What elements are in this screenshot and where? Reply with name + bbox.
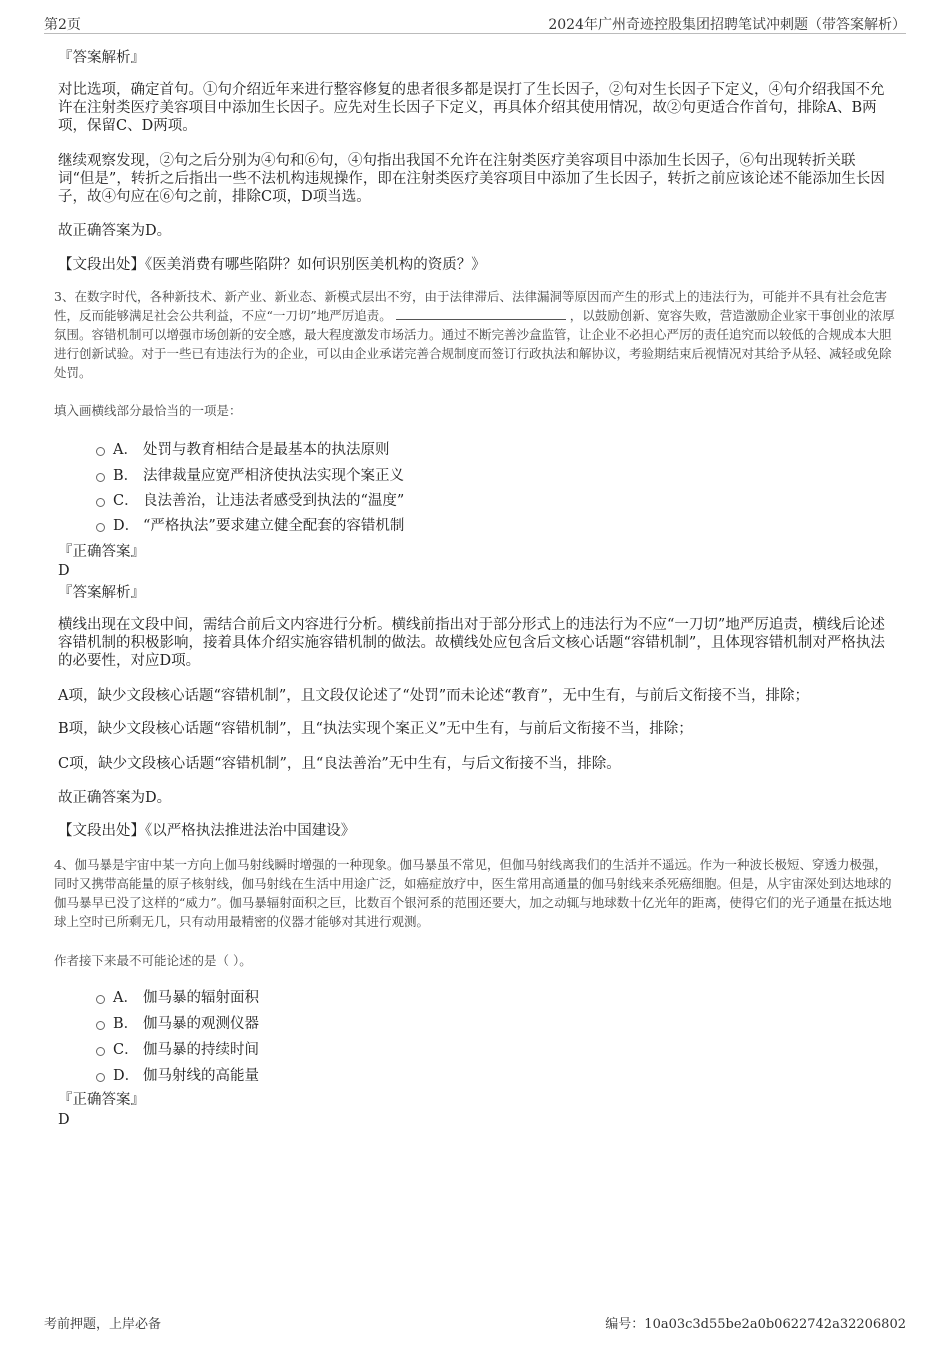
q3-analysis-c: C项，缺少文段核心话题“容错机制”，且“良法善治”无中生有，与后文衔接不当，排除。 (58, 756, 621, 772)
q2-analysis-para2: 继续观察发现，②句之后分别为④句和⑥句，④句指出我国不允许在注射类医疗美容项目中添加生长因子，⑥句出现转折关联词“但是”，转折之后指出一些不法机构违规操作，即在注射类医疗美容项目中添加了生长因子，转折之前应该论述不能添加生长因子，故④句应在⑥句之前，排除C项，D项当选。 (58, 153, 885, 205)
radio-icon[interactable] (96, 473, 105, 482)
q4-option-b[interactable]: B． 伽马暴的观测仪器 (96, 1012, 259, 1033)
q3-source: 【文段出处】《以严格执法推进法治中国建设》 (58, 823, 356, 839)
radio-icon[interactable] (96, 1073, 105, 1082)
q3-answer: D (58, 563, 70, 579)
radio-icon[interactable] (96, 498, 105, 507)
q4-answer: D (58, 1112, 70, 1128)
document-title: 2024年广州奇迹控股集团招聘笔试冲刺题（带答案解析） (548, 17, 906, 33)
q3-prompt: 填入画横线部分最恰当的一项是： (54, 403, 242, 418)
page-number: 第2页 (44, 17, 81, 33)
radio-icon[interactable] (96, 1021, 105, 1030)
header-divider (44, 33, 906, 34)
footer-doc-id: 编号：10a03c3d55be2a0b0622742a32206802 (605, 1317, 906, 1332)
q3-text-after: ，以鼓励创新、宽容失败，营造激励企业家干事创业的浓厚氛围。容错机制可以增强市场创新的安全感，最大程度激发市场活力。通过不断完善沙盒监管，让企业不必担心严厉的责任追究而以较低的合规成本大胆进行创新试验。对于一些已有违法行为的企业，可以由企业承诺完善合规制度而签订行政执法和解协议，考验期结束后视情况对其给予从轻、减轻或免除处罚。 (54, 308, 895, 380)
q3-option-d[interactable]: D． “严格执法”要求建立健全配套的容错机制 (96, 514, 404, 535)
q4-option-d[interactable]: D． 伽马射线的高能量 (96, 1064, 259, 1085)
q3-analysis-para1: 横线出现在文段中间，需结合前后文内容进行分析。横线前指出对于部分形式上的违法行为不应“一刀切”地严厉追责，横线后论述容错机制的积极影响，接着具体介绍实施容错机制的做法。故横线处应包含后文核心话题“容错机制”，且体现容错机制对严格执法的必要性，对应D项。 (58, 617, 885, 669)
q3-option-b[interactable]: B． 法律裁量应宽严相济使执法实现个案正义 (96, 464, 404, 485)
q3-analysis-label: 『答案解析』 (58, 585, 145, 601)
q3-analysis-a: A项，缺少文段核心话题“容错机制”，且文段仅论述了“处罚”而未论述“教育”，无中生有，与前后文衔接不当，排除； (58, 688, 809, 704)
q2-source: 【文段出处】《医美消费有哪些陷阱？如何识别医美机构的资质？》 (58, 257, 486, 273)
q2-analysis-para1: 对比选项，确定首句。①句介绍近年来进行整容修复的患者很多都是误打了生长因子，②句对生长因子下定义，④句介绍我国不允许在注射类医疗美容项目中添加生长因子。应先对生长因子下定义，再具体介绍其使用情况，故②句更适合作首句，排除A、B两项，保留C、D两项。 (58, 82, 885, 134)
radio-icon[interactable] (96, 523, 105, 532)
q4-prompt: 作者接下来最不可能论述的是（ ）。 (54, 953, 252, 968)
q4-option-c[interactable]: C． 伽马暴的持续时间 (96, 1038, 259, 1059)
q3-option-c[interactable]: C． 良法善治，让违法者感受到执法的“温度” (96, 489, 404, 510)
q3-conclusion: 故正确答案为D。 (58, 790, 172, 806)
q2-conclusion: 故正确答案为D。 (58, 223, 172, 239)
q4-option-a[interactable]: A． 伽马暴的辐射面积 (96, 986, 259, 1007)
q4-answer-label: 『正确答案』 (58, 1092, 145, 1108)
q4-question-text: 4、伽马暴是宇宙中某一方向上伽马射线瞬时增强的一种现象。伽马暴虽不常见，但伽马射线离我们的生活并不遥远。作为一种波长极短、穿透力极强，同时又携带高能量的原子核射线，伽马射线在生活中用途广泛，如癌症放疗中，医生常用高通量的伽马射线来杀死癌细胞。但是，从宇宙深处到达地球的伽马暴早已没了这样的“威力”。伽马暴辐射面积之巨，比数百个银河系的范围还要大，加之动辄与地球数十亿光年的距离，使得它们的光子通量在抵达地球上空时已所剩无几，只有动用最精密的仪器才能够对其进行观测。 (54, 857, 892, 929)
radio-icon[interactable] (96, 995, 105, 1004)
q2-analysis-label: 『答案解析』 (58, 50, 145, 66)
q3-answer-label: 『正确答案』 (58, 544, 145, 560)
q3-blank (396, 307, 566, 320)
radio-icon[interactable] (96, 1047, 105, 1056)
q3-question-text (54, 287, 896, 382)
q3-analysis-b: B项，缺少文段核心话题“容错机制”，且“执法实现个案正义”无中生有，与前后文衔接不当，排除； (58, 721, 693, 737)
q3-option-a[interactable]: A． 处罚与教育相结合是最基本的执法原则 (96, 438, 390, 459)
footer-slogan: 考前押题，上岸必备 (44, 1317, 162, 1332)
radio-icon[interactable] (96, 447, 105, 456)
q3-text-before: 3、在数字时代，各种新技术、新产业、新业态、新模式层出不穷，由于法律滞后、法律漏洞等原因而产生的形式上的违法行为，可能并不具有社会危害性，反而能够满足社会公共利益，不应“一刀切”地严厉追责。 (54, 289, 887, 323)
